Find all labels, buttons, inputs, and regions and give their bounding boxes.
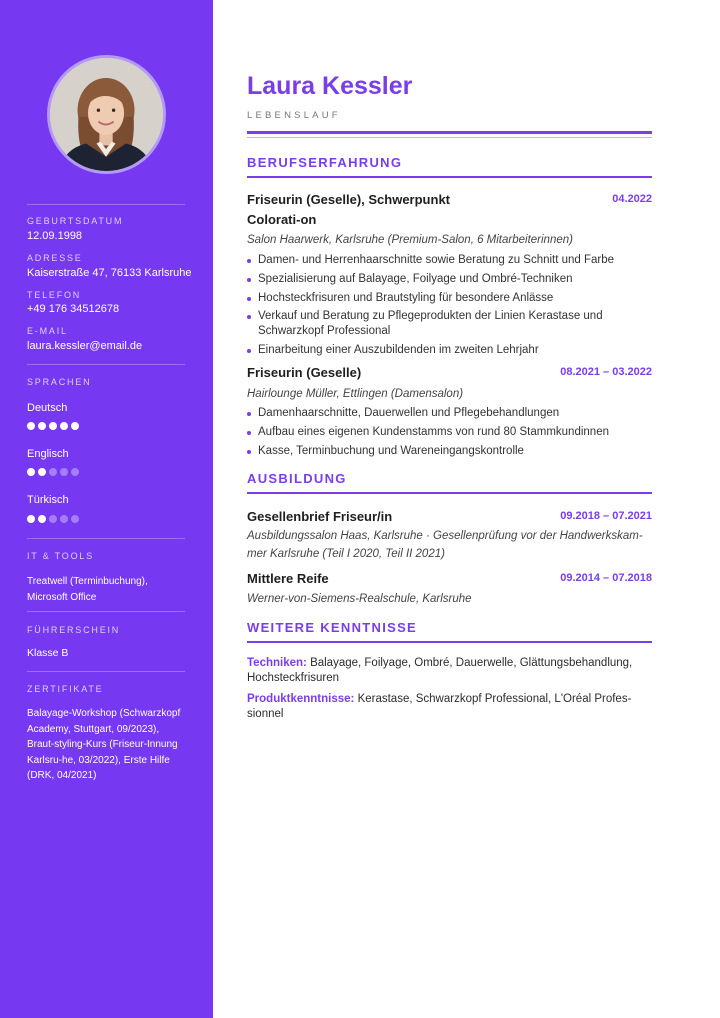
language-name: Türkisch xyxy=(27,494,69,506)
language-level-dots xyxy=(27,468,79,476)
skill-products-label: Produktkenntnisse: xyxy=(247,693,355,705)
header-rule xyxy=(247,131,652,134)
level-dot-filled xyxy=(27,422,35,430)
email-label: E-MAIL xyxy=(27,326,68,336)
section-rule xyxy=(247,641,652,643)
sidebar-divider xyxy=(27,364,185,365)
skills-section-title: WEITERE KENNTNISSE xyxy=(247,620,418,635)
level-dot-empty xyxy=(71,515,79,523)
skill-techniques-value: Balayage, Foilyage, Ombré, Dauerwelle, Glättungsbehandlung, Hochsteckfrisuren xyxy=(247,657,633,684)
level-dot-empty xyxy=(71,468,79,476)
sidebar-divider xyxy=(27,611,185,612)
experience-section-title: BERUFSERFAHRUNG xyxy=(247,155,403,170)
job-bullet: Spezialisierung auf Balayage, Foilyage und Ombré-Techniken xyxy=(247,272,652,287)
level-dot-filled xyxy=(27,515,35,523)
tools-label: IT & TOOLS xyxy=(27,551,95,561)
language-level-dots xyxy=(27,515,79,523)
phone-value: +49 176 34512678 xyxy=(27,303,120,315)
skill-techniques-label: Techniken: xyxy=(247,657,307,669)
email-value[interactable]: laura.kessler@email.de xyxy=(27,340,143,352)
section-rule xyxy=(247,176,652,178)
job-bullet: Aufbau eines eigenen Kundenstamms von rund 80 Stammkundinnen xyxy=(247,425,652,440)
address-value: Kaiserstraße 47, 76133 Karlsruhe xyxy=(27,267,192,279)
level-dot-filled xyxy=(71,422,79,430)
languages-label: SPRACHEN xyxy=(27,377,92,387)
education-title: Mittlere Reife xyxy=(247,571,329,586)
skill-products xyxy=(247,692,652,722)
document-subtitle: LEBENSLAUF xyxy=(247,110,341,121)
profile-photo xyxy=(47,55,166,174)
language-level-dots xyxy=(27,422,79,430)
person-name: Laura Kessler xyxy=(247,72,413,100)
sidebar-divider xyxy=(27,204,185,205)
job-date: 08.2021 – 03.2022 xyxy=(560,366,652,378)
education-title: Gesellenbrief Friseur/in xyxy=(247,509,393,524)
skill-products-value: Kerastase, Schwarzkopf Professional, L'Oréal Profes-sionnel xyxy=(247,693,632,720)
birthdate-value: 12.09.1998 xyxy=(27,230,83,242)
job-bullet: Damenhaarschnitte, Dauerwellen und Pflegebehandlungen xyxy=(247,406,652,421)
license-label: FÜHRERSCHEIN xyxy=(27,625,121,635)
job-bullets xyxy=(247,406,652,462)
education-date: 09.2014 – 07.2018 xyxy=(560,572,652,584)
birthdate-label: GEBURTSDATUM xyxy=(27,216,124,226)
education-detail: Werner-von-Siemens-Realschule, Karlsruhe xyxy=(247,593,472,605)
education-section-title: AUSBILDUNG xyxy=(247,471,347,486)
phone-label: TELEFON xyxy=(27,290,82,300)
tools-value: Treatwell (Terminbuchung), Microsoft Office xyxy=(27,576,148,603)
job-title: Friseurin (Geselle), Schwerpunkt Colorati-on xyxy=(247,192,450,227)
level-dot-empty xyxy=(49,468,57,476)
job-bullet: Einarbeitung einer Auszubildenden im zweiten Lehrjahr xyxy=(247,343,652,358)
level-dot-filled xyxy=(38,422,46,430)
language-name: Deutsch xyxy=(27,402,68,414)
level-dot-filled xyxy=(38,515,46,523)
level-dot-empty xyxy=(60,515,68,523)
address-label: ADRESSE xyxy=(27,253,83,263)
level-dot-filled xyxy=(60,422,68,430)
job-company: Salon Haarwerk, Karlsruhe (Premium-Salon, 6 Mitarbeiterinnen) xyxy=(247,234,573,246)
language-name: Englisch xyxy=(27,448,69,460)
sidebar xyxy=(0,0,213,1018)
job-bullets xyxy=(247,253,652,362)
sidebar-divider xyxy=(27,538,185,539)
level-dot-empty xyxy=(60,468,68,476)
education-date: 09.2018 – 07.2021 xyxy=(560,510,652,522)
level-dot-filled xyxy=(27,468,35,476)
portrait-image xyxy=(50,58,163,171)
job-bullet: Damen- und Herrenhaarschnitte sowie Beratung zu Schnitt und Farbe xyxy=(247,253,652,268)
education-detail: Ausbildungssalon Haas, Karlsruhe · Gesellenprüfung vor der Handwerkskam-mer Karlsruhe (Teil I 2020, Teil II 2021) xyxy=(247,530,643,560)
job-company: Hairlounge Müller, Ettlingen (Damensalon) xyxy=(247,388,464,400)
certificates-label: ZERTIFIKATE xyxy=(27,684,104,694)
job-title: Friseurin (Geselle) xyxy=(247,365,362,380)
job-bullet: Kasse, Terminbuchung und Wareneingangskontrolle xyxy=(247,444,652,459)
certificates-value: Balayage-Workshop (Schwarzkopf Academy, Stuttgart, 09/2023), Braut-styling-Kurs (Friseur-Innung Karlsru-he, 03/2022), Erste Hilfe (DRK, 04/2021) xyxy=(27,708,181,781)
license-value: Klasse B xyxy=(27,647,69,659)
section-rule xyxy=(247,492,652,494)
skill-techniques xyxy=(247,656,652,686)
level-dot-filled xyxy=(38,468,46,476)
job-bullet: Hochsteckfrisuren und Brautstyling für besondere Anlässe xyxy=(247,291,652,306)
level-dot-empty xyxy=(49,515,57,523)
level-dot-filled xyxy=(49,422,57,430)
sidebar-divider xyxy=(27,671,185,672)
header-rule-thin xyxy=(247,137,652,138)
job-date: 04.2022 xyxy=(612,193,652,205)
job-bullet: Verkauf und Beratung zu Pflegeprodukten der Linien Kerastase und Schwarzkopf Professional xyxy=(247,309,617,339)
